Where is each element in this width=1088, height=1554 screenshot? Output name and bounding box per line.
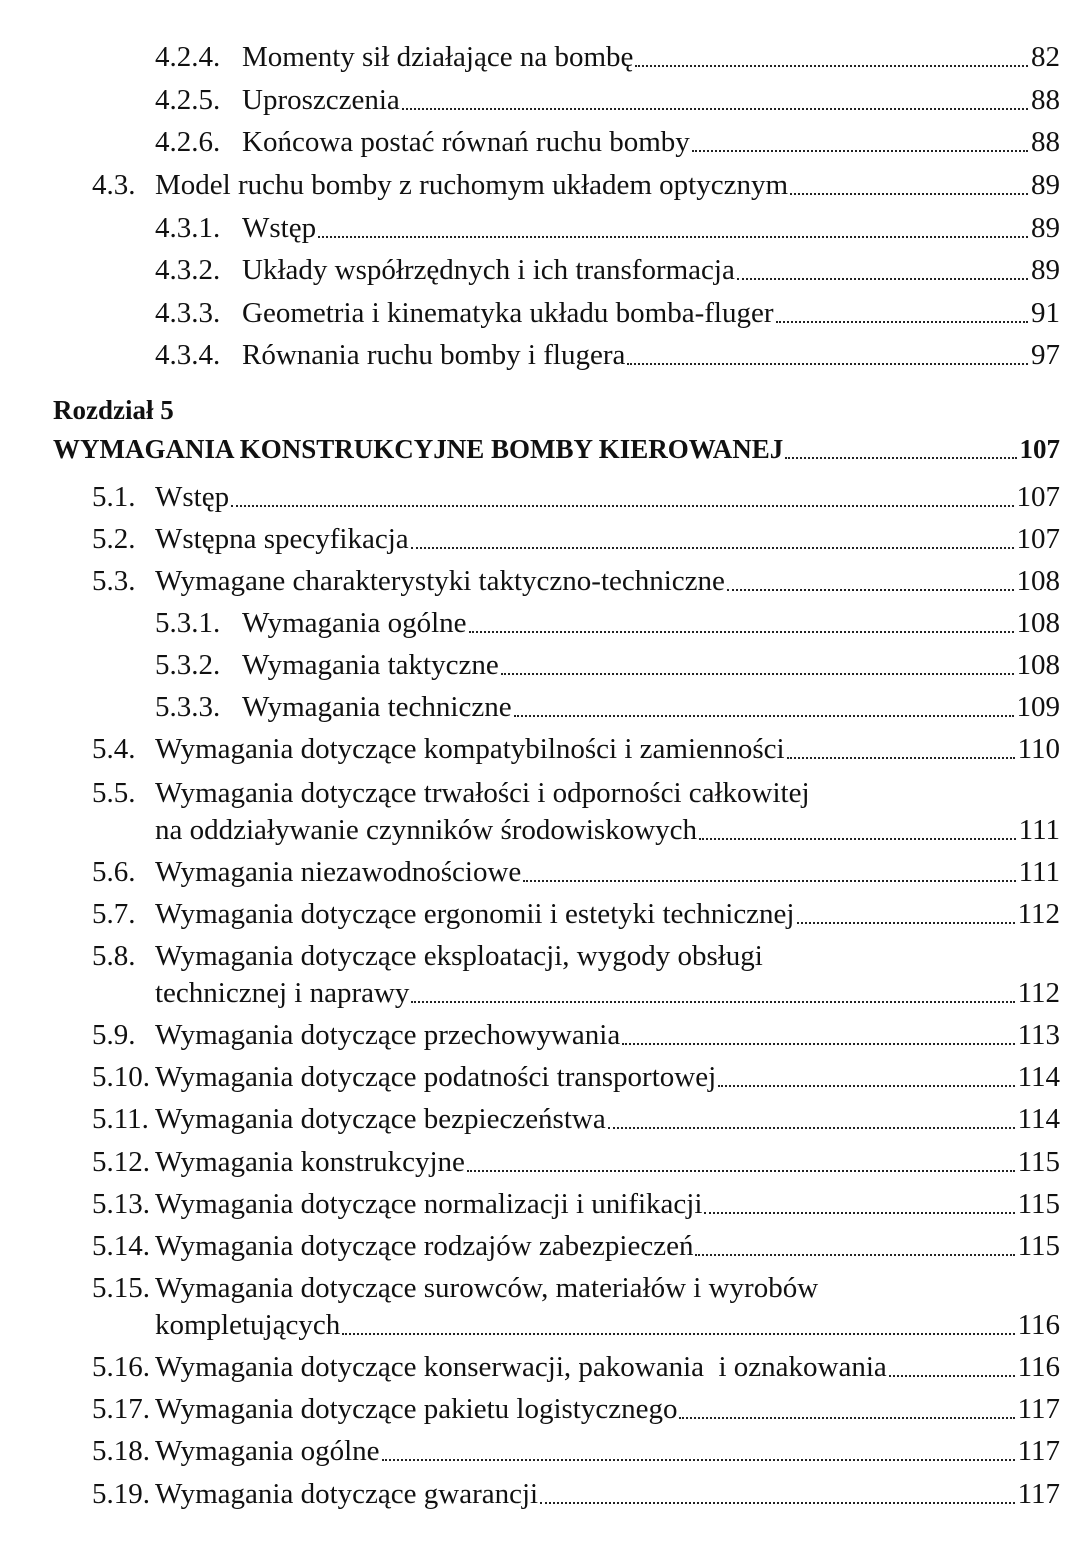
entry-title: kompletujących (155, 1309, 341, 1341)
entry-number: 5.19. (92, 1478, 150, 1510)
entry-number: 5.8. (92, 940, 136, 972)
entry-title: Wymagania dotyczące konserwacji, pakowania i oznakowania (155, 1351, 887, 1383)
entry-title: technicznej i naprawy (155, 977, 410, 1009)
entry-title: Wymagania dotyczące kompatybilności i zamienności (155, 733, 785, 765)
toc-entry[interactable] (0, 1102, 1088, 1136)
toc-entry[interactable] (0, 40, 1088, 74)
entry-line (155, 564, 1060, 598)
entry-page: 115 (1017, 1230, 1060, 1262)
entry-line (242, 125, 1060, 159)
toc-entry[interactable] (0, 522, 1088, 556)
entry-line (242, 606, 1060, 640)
entry-title: Wymagania dotyczące podatności transportowej (155, 1061, 717, 1093)
entry-number: 4.3.3. (155, 297, 221, 329)
entry-line (155, 1187, 1060, 1221)
entry-line (155, 976, 1060, 1010)
toc-entry[interactable] (0, 1392, 1088, 1426)
entry-number: 5.6. (92, 856, 136, 888)
entry-number: 5.11. (92, 1103, 149, 1135)
toc-entry-continuation[interactable] (0, 813, 1088, 847)
dot-leader (699, 836, 1016, 840)
entry-page: 108 (1016, 565, 1060, 597)
entry-line (155, 1229, 1060, 1263)
entry-title: Momenty sił działające na bombę (242, 41, 634, 73)
toc-entry[interactable] (0, 732, 1088, 766)
entry-title: Wstępna specyfikacja (155, 523, 409, 555)
entry-line (155, 168, 1060, 202)
entry-title: Wymagania dotyczące gwarancji (155, 1478, 539, 1510)
entry-line (155, 1392, 1060, 1426)
dot-leader (737, 276, 1028, 280)
dot-leader (501, 671, 1014, 675)
entry-line (155, 1018, 1060, 1052)
entry-line (242, 83, 1060, 117)
entry-title: Uproszczenia (242, 84, 400, 116)
toc-entry[interactable] (0, 211, 1088, 245)
toc-entry[interactable] (0, 338, 1088, 372)
dot-leader (718, 1083, 1014, 1087)
entry-page: 111 (1018, 814, 1060, 846)
entry-number: 5.12. (92, 1146, 150, 1178)
toc-entry[interactable] (0, 1187, 1088, 1221)
entry-number: 5.9. (92, 1019, 136, 1051)
entry-number: 4.2.4. (155, 41, 221, 73)
entry-number: 5.1. (92, 481, 136, 513)
entry-number: 4.3. (92, 169, 136, 201)
entry-page: 115 (1017, 1188, 1060, 1220)
entry-page: 109 (1016, 691, 1060, 723)
toc-entry-continuation[interactable] (0, 976, 1088, 1010)
dot-leader (318, 234, 1028, 238)
dot-leader (411, 999, 1014, 1003)
entry-line (155, 1308, 1060, 1342)
entry-line (242, 296, 1060, 330)
toc-entry[interactable] (0, 1018, 1088, 1052)
toc-entry[interactable] (0, 1350, 1088, 1384)
toc-entry[interactable] (0, 897, 1088, 931)
entry-line (242, 253, 1060, 287)
dot-leader (704, 1210, 1014, 1214)
entry-page: 89 (1031, 212, 1060, 244)
entry-page: 114 (1017, 1061, 1060, 1093)
toc-entry[interactable] (0, 168, 1088, 202)
entry-number: 5.2. (92, 523, 136, 555)
entry-line (242, 211, 1060, 245)
dot-leader (469, 629, 1014, 633)
toc-entry[interactable] (0, 125, 1088, 159)
entry-line (155, 855, 1060, 889)
dot-leader (514, 713, 1014, 717)
entry-number: 5.15. (92, 1272, 150, 1304)
entry-number: 5.10. (92, 1061, 150, 1093)
entry-line (155, 1145, 1060, 1179)
entry-number: 4.3.1. (155, 212, 221, 244)
entry-number: 5.13. (92, 1188, 150, 1220)
entry-page: 115 (1017, 1146, 1060, 1178)
entry-title: Geometria i kinematyka układu bomba-fluger (242, 297, 774, 329)
dot-leader (797, 920, 1015, 924)
entry-title: Wymagania ogólne (242, 607, 467, 639)
entry-title: Końcowa postać równań ruchu bomby (242, 126, 690, 158)
entry-title: Wymagania dotyczące normalizacji i unifikacji (155, 1188, 703, 1220)
entry-line (155, 732, 1060, 766)
dot-leader (608, 1125, 1015, 1129)
entry-page: 114 (1017, 1103, 1060, 1135)
entry-line (155, 1434, 1060, 1468)
chapter-title: WYMAGANIA KONSTRUKCYJNE BOMBY KIEROWANEJ (53, 434, 784, 464)
toc-entry[interactable] (0, 1060, 1088, 1094)
dot-leader (787, 755, 1015, 759)
entry-number: 5.16. (92, 1351, 150, 1383)
toc-entry[interactable] (0, 83, 1088, 117)
entry-number: 5.17. (92, 1393, 150, 1425)
dot-leader (776, 319, 1029, 323)
entry-line (53, 432, 1060, 466)
entry-number: 4.2.6. (155, 126, 221, 158)
entry-line (242, 40, 1060, 74)
entry-page: 107 (1016, 523, 1060, 555)
entry-line (155, 813, 1060, 847)
toc-entry[interactable] (0, 296, 1088, 330)
dot-leader (231, 503, 1013, 507)
entry-number: 5.14. (92, 1230, 150, 1262)
entry-number: 5.3. (92, 565, 136, 597)
entry-page: 110 (1017, 733, 1060, 765)
chapter-label: Rozdział 5 (53, 395, 174, 425)
entry-page: 91 (1031, 297, 1060, 329)
entry-page: 89 (1031, 169, 1060, 201)
dot-leader (695, 1252, 1014, 1256)
entry-line (155, 1102, 1060, 1136)
entry-number: 4.3.2. (155, 254, 221, 286)
toc-entry[interactable] (0, 1229, 1088, 1263)
dot-leader (790, 191, 1028, 195)
entry-page: 107 (1016, 481, 1060, 513)
entry-number: 5.3.3. (155, 691, 221, 723)
entry-page: 108 (1016, 649, 1060, 681)
dot-leader (692, 148, 1028, 152)
entry-number: 5.18. (92, 1435, 150, 1467)
entry-title: Wymagania dotyczące ergonomii i estetyki technicznej (155, 898, 795, 930)
chapter-page: 107 (1019, 434, 1060, 464)
dot-leader (411, 545, 1014, 549)
entry-title-line1: Wymagania dotyczące eksploatacji, wygody obsługi (155, 940, 763, 972)
entry-line (242, 338, 1060, 372)
toc-entry[interactable] (0, 480, 1088, 514)
toc-entry[interactable] (0, 776, 1088, 810)
entry-page: 116 (1017, 1351, 1060, 1383)
entry-line (155, 1350, 1060, 1384)
entry-title: Wymagania dotyczące przechowywania (155, 1019, 621, 1051)
entry-title: Układy współrzędnych i ich transformacja (242, 254, 735, 286)
entry-title: Wymagania niezawodnościowe (155, 856, 522, 888)
entry-title: Wymagania dotyczące bezpieczeństwa (155, 1103, 606, 1135)
entry-number: 5.4. (92, 733, 136, 765)
entry-title: Model ruchu bomby z ruchomym układem optycznym (155, 169, 789, 201)
toc-entry[interactable] (0, 1145, 1088, 1179)
chapter-heading[interactable] (0, 432, 1088, 466)
entry-page: 117 (1017, 1393, 1060, 1425)
dot-leader (467, 1168, 1015, 1172)
entry-line (155, 897, 1060, 931)
entry-page: 117 (1017, 1435, 1060, 1467)
toc-entry[interactable] (0, 564, 1088, 598)
toc-entry[interactable] (0, 648, 1088, 682)
entry-title: na oddziaływanie czynników środowiskowych (155, 814, 698, 846)
entry-number: 4.3.4. (155, 339, 221, 371)
entry-title: Wymagania dotyczące rodzajów zabezpieczeń (155, 1230, 694, 1262)
entry-page: 113 (1017, 1019, 1060, 1051)
entry-title: Równania ruchu bomby i flugera (242, 339, 626, 371)
toc-entry[interactable] (0, 253, 1088, 287)
entry-title: Wymagania dotyczące pakietu logistycznego (155, 1393, 678, 1425)
entry-title: Wymagane charakterystyki taktyczno-techniczne (155, 565, 725, 597)
dot-leader (635, 63, 1028, 67)
dot-leader (889, 1373, 1015, 1377)
entry-line (242, 648, 1060, 682)
entry-page: 112 (1017, 977, 1060, 1009)
entry-page: 88 (1031, 84, 1060, 116)
entry-number: 5.3.1. (155, 607, 221, 639)
toc-entry[interactable] (0, 855, 1088, 889)
entry-page: 82 (1031, 41, 1060, 73)
entry-title: Wymagania techniczne (242, 691, 512, 723)
dot-leader (679, 1415, 1014, 1419)
dot-leader (382, 1457, 1015, 1461)
entry-line (242, 690, 1060, 724)
dot-leader (627, 361, 1028, 365)
entry-page: 112 (1017, 898, 1060, 930)
toc-entry[interactable] (0, 939, 1088, 973)
entry-title: Wymagania taktyczne (242, 649, 499, 681)
entry-page: 117 (1017, 1478, 1060, 1510)
toc-entry[interactable] (0, 690, 1088, 724)
entry-number: 4.2.5. (155, 84, 221, 116)
dot-leader (727, 587, 1014, 591)
toc-entry[interactable] (0, 1477, 1088, 1511)
entry-number: 5.7. (92, 898, 136, 930)
entry-line (155, 1060, 1060, 1094)
dot-leader (622, 1041, 1014, 1045)
entry-page: 88 (1031, 126, 1060, 158)
toc-entry[interactable] (0, 1271, 1088, 1305)
entry-line (155, 480, 1060, 514)
entry-title: Wstęp (155, 481, 230, 513)
entry-line (155, 1477, 1060, 1511)
dot-leader (402, 106, 1028, 110)
dot-leader (785, 455, 1016, 459)
entry-page: 97 (1031, 339, 1060, 371)
toc-entry[interactable] (0, 606, 1088, 640)
entry-title: Wymagania ogólne (155, 1435, 380, 1467)
entry-number: 5.5. (92, 777, 136, 809)
dot-leader (342, 1331, 1014, 1335)
entry-line (155, 522, 1060, 556)
entry-title: Wstęp (242, 212, 317, 244)
entry-page: 116 (1017, 1309, 1060, 1341)
dot-leader (523, 878, 1015, 882)
entry-page: 108 (1016, 607, 1060, 639)
entry-title-line1: Wymagania dotyczące surowców, materiałów i wyrobów (155, 1272, 819, 1304)
entry-page: 111 (1018, 856, 1060, 888)
entry-number: 5.3.2. (155, 649, 221, 681)
toc-entry[interactable] (0, 1434, 1088, 1468)
entry-page: 89 (1031, 254, 1060, 286)
toc-entry-continuation[interactable] (0, 1308, 1088, 1342)
dot-leader (540, 1500, 1014, 1504)
entry-title: Wymagania konstrukcyjne (155, 1146, 465, 1178)
entry-title-line1: Wymagania dotyczące trwałości i odporności całkowitej (155, 777, 810, 809)
